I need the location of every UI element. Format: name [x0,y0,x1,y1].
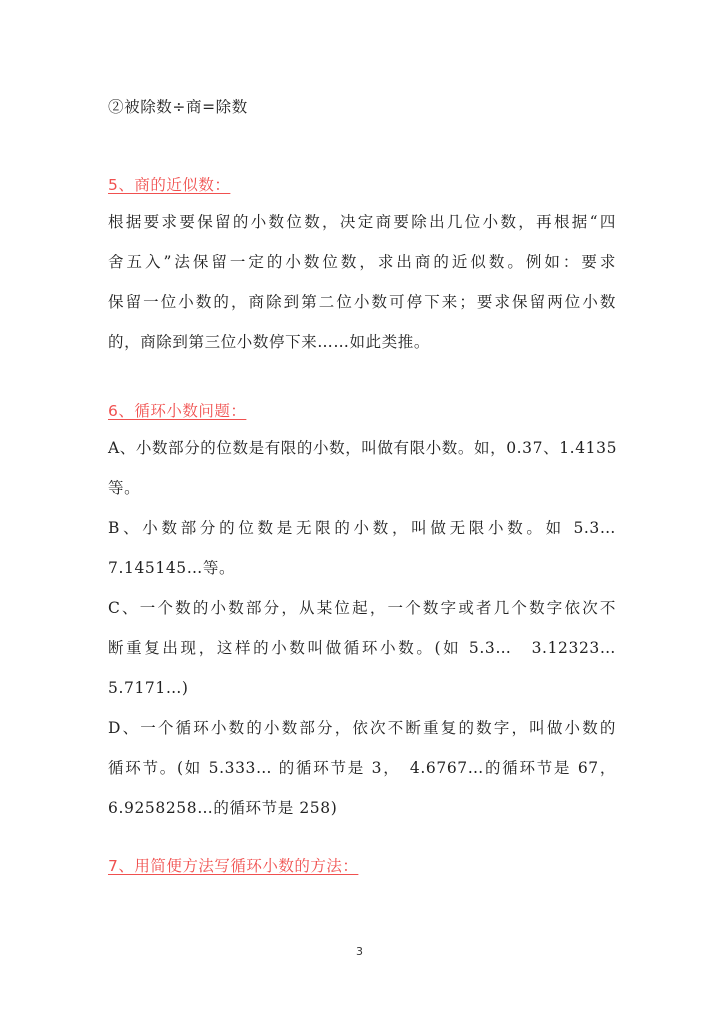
section-heading-6: 6、循环小数问题： [108,402,247,420]
paragraph-line: A、小数部分的位数是有限的小数，叫做有限小数。如，0.37、1.4135 [108,439,618,457]
paragraph-line: 6.9258258…的循环节是 258) [108,799,338,817]
paragraph-line: 保留一位小数的，商除到第二位小数可停下来；要求保留两位小数 [108,293,616,311]
paragraph-line: 的，商除到第三位小数停下来……如此类推。 [108,333,431,351]
paragraph-line: D、一个循环小数的小数部分，依次不断重复的数字，叫做小数的 [108,719,616,737]
page-number: 3 [356,945,363,958]
formula-line: ②被除数÷商=除数 [108,98,248,116]
paragraph-line: 5.7171…) [108,679,189,697]
paragraph-line: 等。 [108,479,141,497]
section-heading-5: 5、商的近似数： [108,176,231,194]
paragraph-line: 7.145145…等。 [108,559,236,577]
paragraph-line: C、一个数的小数部分，从某位起，一个数字或者几个数字依次不 [108,599,616,617]
paragraph-line: 根据要求要保留的小数位数，决定商要除出几位小数，再根据“四 [108,213,616,231]
paragraph-line: 循环节。(如 5.333… 的循环节是 3， 4.6767…的循环节是 67， [108,759,616,777]
paragraph-line: 舍五入”法保留一定的小数位数，求出商的近似数。例如：要求 [108,253,616,271]
paragraph-line: B、小数部分的位数是无限的小数，叫做无限小数。如 5.3… [108,519,616,537]
section-heading-7: 7、用简便方法写循环小数的方法： [108,857,359,875]
paragraph-line: 断重复出现，这样的小数叫做循环小数。(如 5.3… 3.12323… [108,639,616,657]
